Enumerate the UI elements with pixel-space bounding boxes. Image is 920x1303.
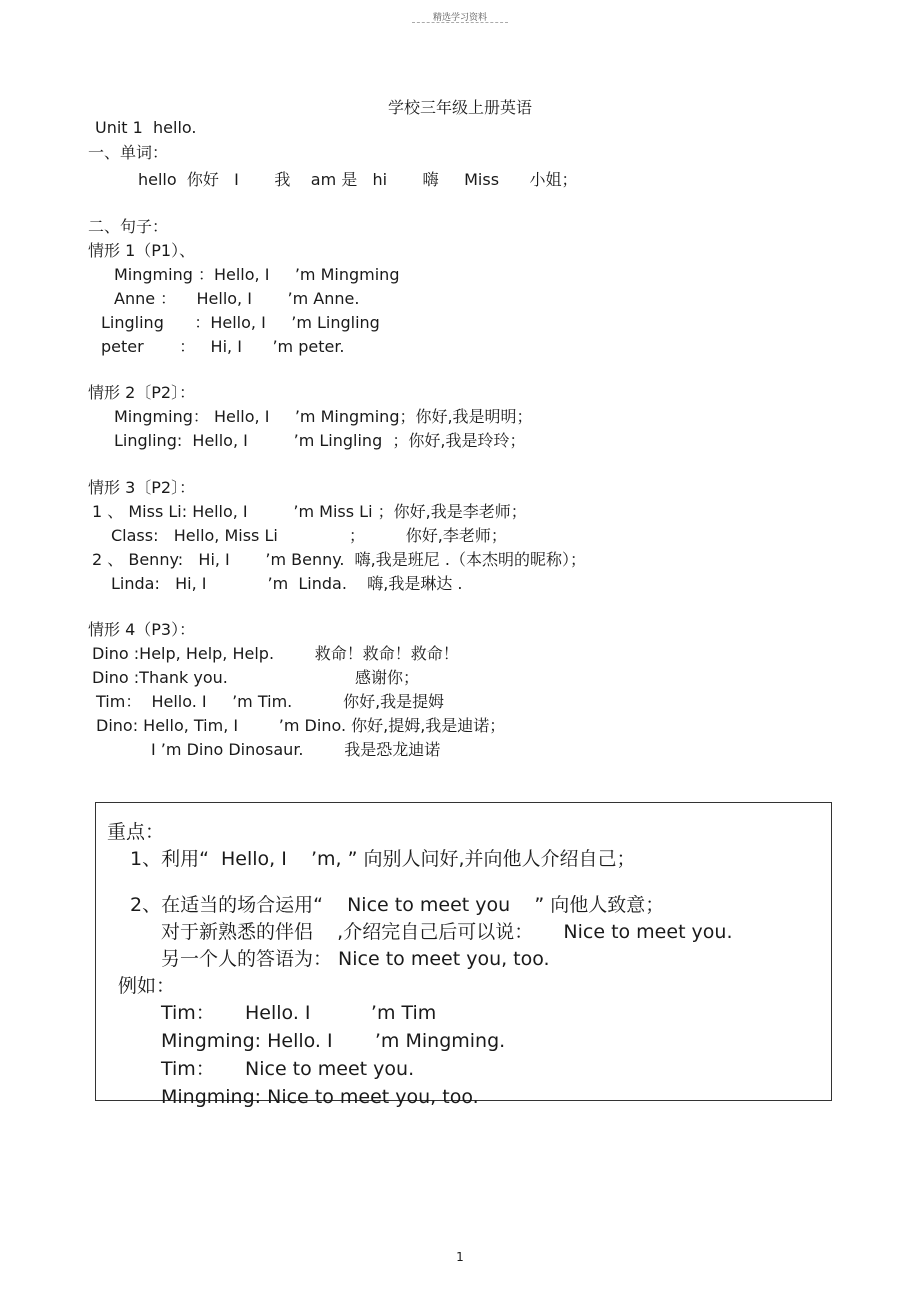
- key-point-2-reply: 另一个人的答语为： Nice to meet you, too.: [161, 948, 550, 970]
- situation-3-line: 2 、 Benny: Hi, I ’m Benny. 嗨,我是班尼 .（本杰明的昵称）；: [92, 550, 586, 569]
- example-line: Mingming: Hello. I ’m Mingming.: [161, 1030, 506, 1052]
- example-heading: 例如：: [118, 975, 176, 997]
- situation-4-line: Dino :Thank you. 感谢你；: [92, 668, 420, 687]
- header-note: 精选学习资料: [432, 13, 487, 23]
- situation-2-heading: 情形 2〔P2〕：: [88, 383, 196, 402]
- situation-1-line: Mingming ：Hello, I ’m Mingming: [114, 265, 400, 284]
- situation-1-line: peter ： Hi, I ’m peter.: [101, 337, 345, 356]
- situation-3-heading: 情形 3〔P2〕：: [88, 478, 196, 497]
- situation-4-line: Tim： Hello. I ’m Tim. 你好,我是提姆: [96, 692, 445, 711]
- key-point-2: 2、在适当的场合运用“ Nice to meet you ” 向他人致意；: [130, 894, 665, 916]
- situation-2-line: Mingming： Hello, I ’m Mingming；你好,我是明明；: [114, 407, 533, 426]
- situation-1-line: Lingling ：Hello, I ’m Lingling: [101, 313, 380, 332]
- page-number: 1: [456, 1250, 464, 1264]
- key-points-heading: 重点：: [107, 821, 165, 843]
- situation-4-heading: 情形 4（P3）：: [88, 620, 196, 639]
- words-heading: 一、单词：: [88, 143, 169, 162]
- situation-1-heading: 情形 1（P1）、: [88, 241, 196, 260]
- unit-heading: Unit 1 hello.: [95, 118, 197, 137]
- situation-2-line: Lingling: Hello, I ’m Lingling ；你好,我是玲玲；: [114, 431, 526, 450]
- key-point-1: 1、利用“ Hello, I ’m, ” 向别人问好,并向他人介绍自己；: [130, 848, 636, 870]
- example-line: Mingming: Nice to meet you, too.: [161, 1086, 479, 1108]
- situation-3-line: Linda: Hi, I ’m Linda. 嗨,我是琳达 .: [111, 574, 463, 593]
- example-line: Tim： Hello. I ’m Tim: [161, 1002, 437, 1024]
- example-line: Tim： Nice to meet you.: [161, 1058, 415, 1080]
- situation-4-line: Dino :Help, Help, Help. 救命！救命！救命！: [92, 644, 459, 663]
- situation-3-line: Class: Hello, Miss Li ； 你好,李老师；: [111, 526, 507, 545]
- sentences-heading: 二、句子：: [88, 217, 169, 236]
- situation-3-line: 1 、 Miss Li: Hello, I ’m Miss Li ；你好,我是李老师；: [92, 502, 527, 521]
- document-title: 学校三年级上册英语: [387, 98, 532, 117]
- situation-4-line: Dino: Hello, Tim, I ’m Dino. 你好,提姆,我是迪诺；: [96, 716, 506, 735]
- situation-1-line: Anne ： Hello, I ’m Anne.: [114, 289, 360, 308]
- key-point-2-detail: 对于新熟悉的伴侣 ,介绍完自己后可以说： Nice to meet you.: [161, 921, 733, 943]
- header-divider: [412, 22, 508, 23]
- words-line: hello 你好 I 我 am 是 hi 嗨 Miss 小姐；: [138, 170, 578, 189]
- situation-4-line: I ’m Dino Dinosaur. 我是恐龙迪诺: [151, 740, 441, 759]
